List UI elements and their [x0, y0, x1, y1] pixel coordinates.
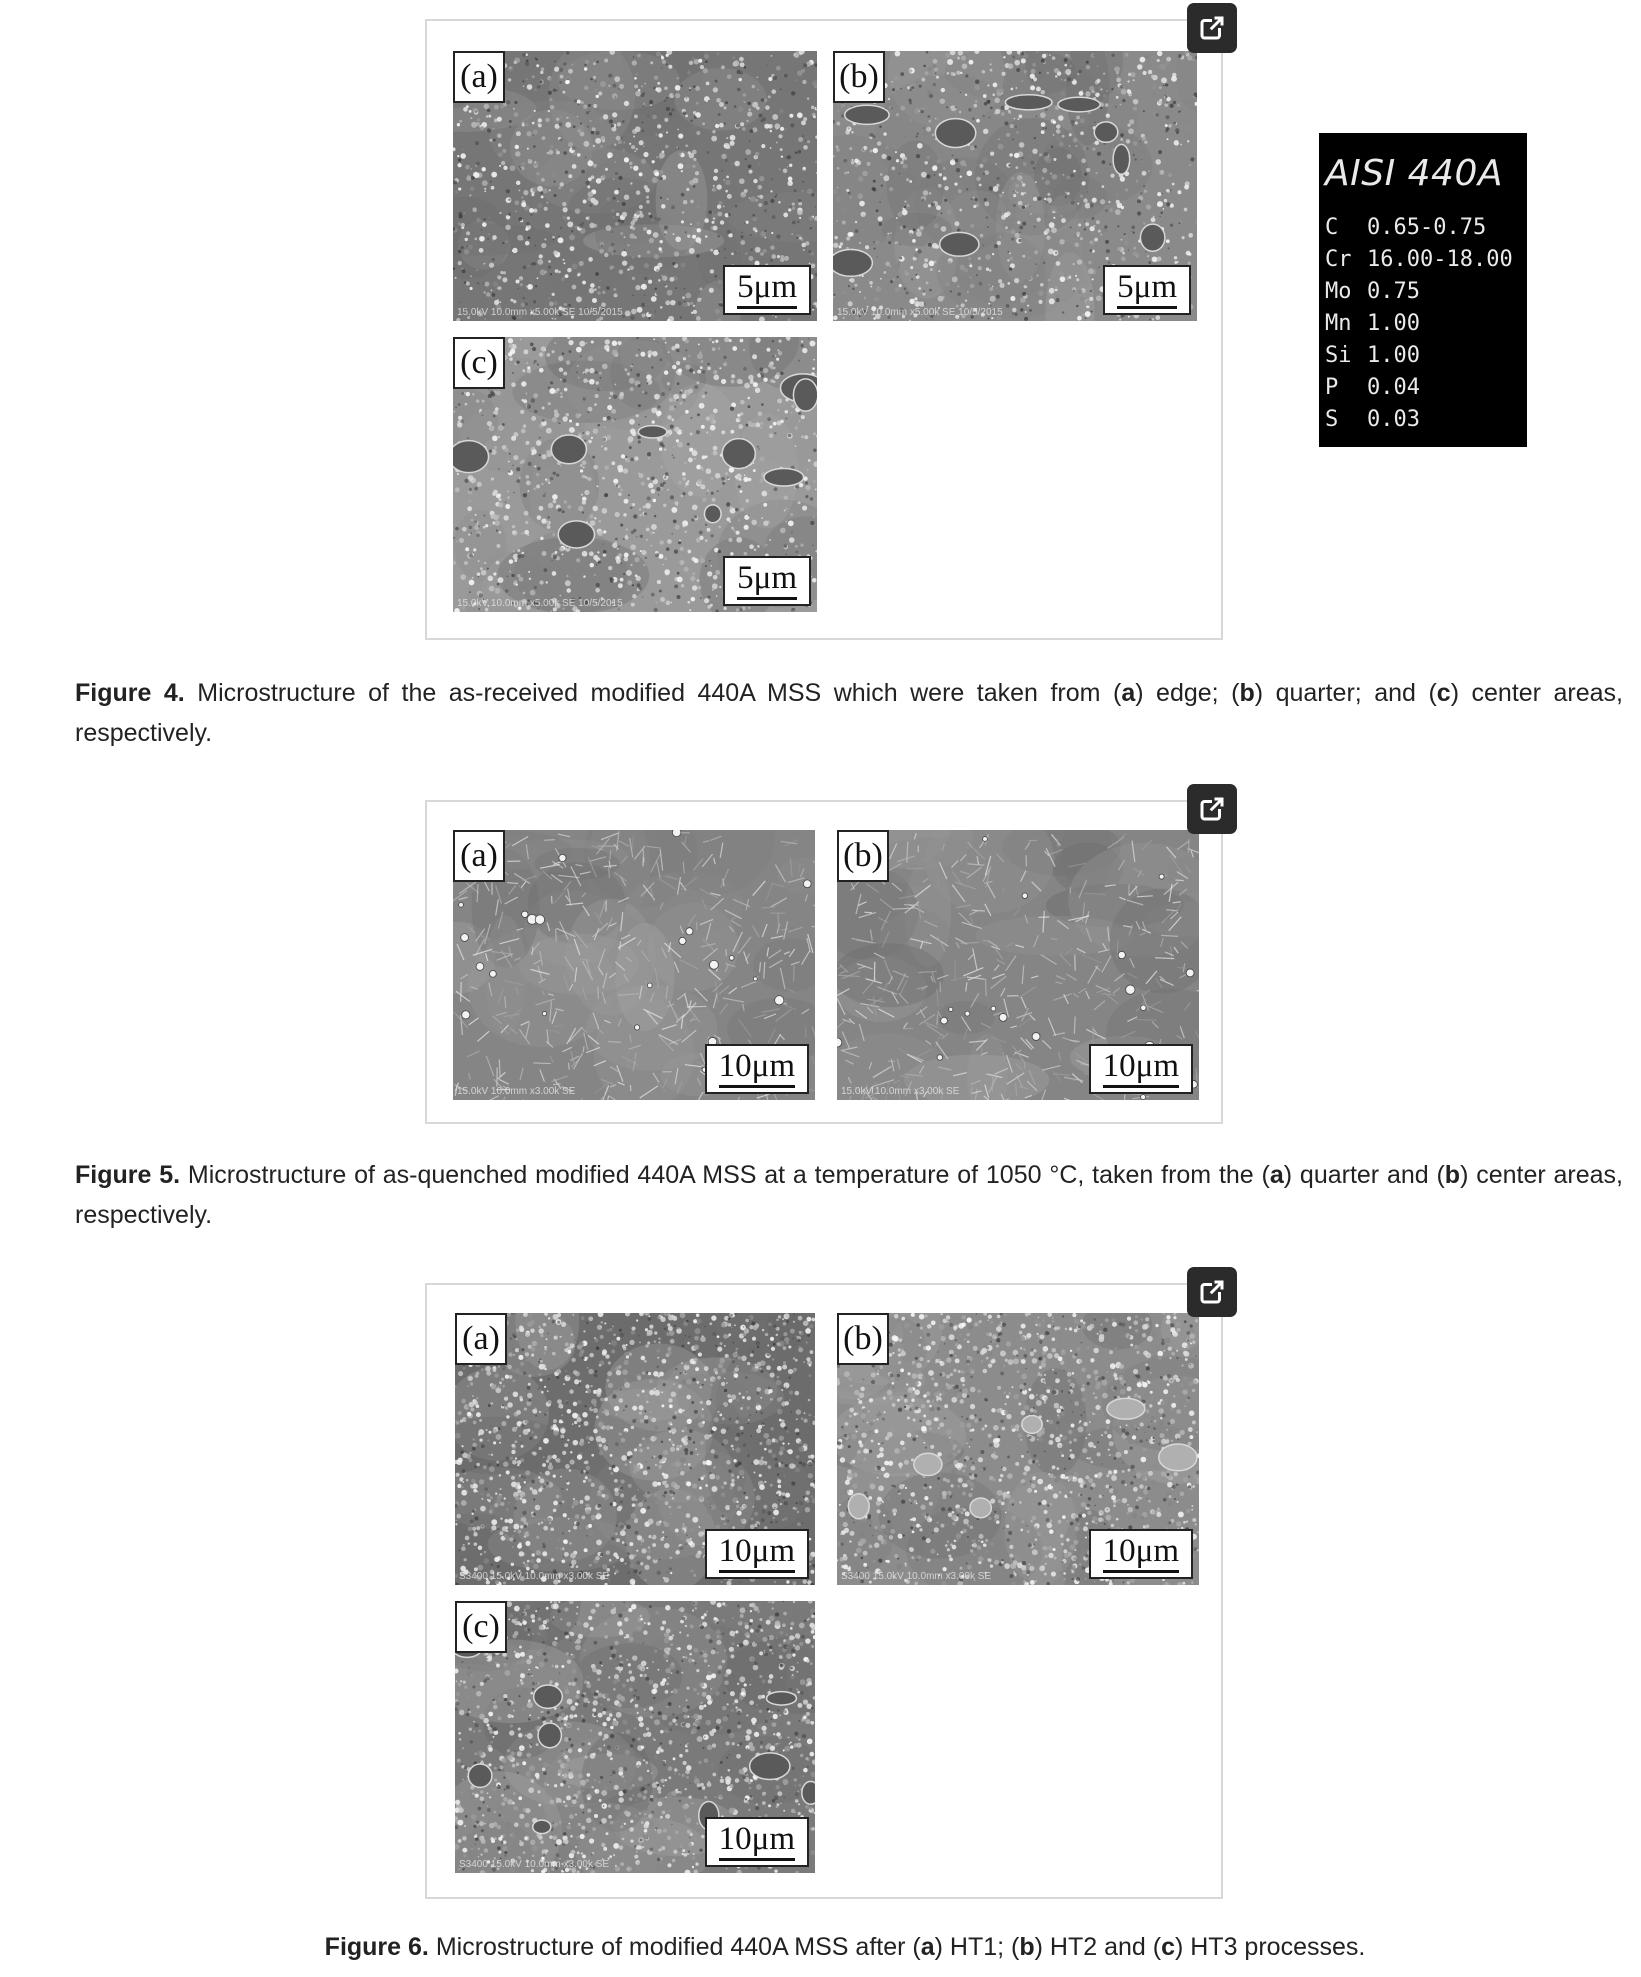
- element-symbol: Mo: [1325, 279, 1352, 304]
- figure-6-panel-b[interactable]: [837, 1313, 1199, 1585]
- figure-6-panel-c[interactable]: [455, 1601, 815, 1873]
- scale-text: 10μm: [1102, 1532, 1179, 1569]
- scale-bar: [723, 556, 811, 606]
- caption-text: ) edge; (: [1135, 679, 1240, 707]
- figure-5-frame: [425, 800, 1223, 1124]
- caption-ref: c: [1436, 679, 1451, 707]
- panel-label: (b): [837, 830, 889, 882]
- caption-ref: c: [1161, 1933, 1175, 1961]
- panel-label: (c): [453, 337, 505, 389]
- alloy-row: [1325, 340, 1521, 372]
- element-value: 0.03: [1367, 407, 1420, 432]
- sem-footer: S3400 15.0kV 10.0mm x3.00k SE: [459, 1859, 610, 1870]
- figure-5-panel-b[interactable]: [837, 830, 1199, 1100]
- sem-footer: 15.0kV 10.0mm x5.00k SE 10/5/2015: [457, 598, 623, 609]
- element-value: 1.00: [1367, 343, 1420, 368]
- scale-text: 5μm: [737, 559, 797, 596]
- caption-ref: b: [1239, 679, 1255, 707]
- caption-ref: b: [1019, 1933, 1035, 1961]
- scale-text: 5μm: [1117, 268, 1177, 305]
- sem-footer: 15.0kV 10.0mm x5.00k SE 10/5/2015: [457, 307, 623, 318]
- open-in-new-icon: [1197, 13, 1227, 43]
- element-value: 1.00: [1367, 311, 1420, 336]
- figure-4-panel-a[interactable]: [453, 51, 817, 321]
- element-symbol: Cr: [1325, 247, 1352, 272]
- figure-4-panel-b[interactable]: [833, 51, 1197, 321]
- caption-text: ) HT1; (: [934, 1933, 1020, 1961]
- figure-5-panel-a[interactable]: [453, 830, 815, 1100]
- caption-text: ) center areas, respectively.: [75, 679, 1623, 747]
- figure-4-caption: [75, 673, 1623, 753]
- caption-text: ) quarter; and (: [1254, 679, 1437, 707]
- scale-bar: [1089, 1044, 1193, 1094]
- figure-number: Figure 5.: [75, 1161, 181, 1189]
- element-symbol: S: [1325, 407, 1339, 432]
- caption-ref: a: [1121, 679, 1136, 707]
- open-in-new-icon: [1197, 794, 1227, 824]
- figure-6-frame: [425, 1283, 1223, 1899]
- scale-bar: [705, 1817, 809, 1867]
- sem-footer: 15.0kV 10.0mm x3.00k SE: [457, 1086, 576, 1097]
- element-value: 0.65-0.75: [1367, 215, 1487, 240]
- caption-text: ) HT2 and (: [1034, 1933, 1162, 1961]
- figure-6-panel-a[interactable]: [455, 1313, 815, 1585]
- caption-ref: a: [1269, 1161, 1284, 1189]
- panel-label: (c): [455, 1601, 507, 1653]
- alloy-row: [1325, 308, 1521, 340]
- expand-figure-4-button[interactable]: [1187, 3, 1237, 53]
- figure-4-frame: [425, 19, 1223, 640]
- caption-text: ) center areas, respectively.: [75, 1161, 1624, 1229]
- alloy-row: [1325, 372, 1521, 404]
- element-value: 0.04: [1367, 375, 1420, 400]
- sem-footer: S3400 15.0kV 10.0mm x3.00k SE: [841, 1571, 992, 1582]
- alloy-row: [1325, 404, 1521, 436]
- caption-text: Microstructure of the as-received modified 440A MSS which were taken from (: [197, 679, 1122, 707]
- figure-number: Figure 4.: [75, 679, 185, 707]
- panel-label: (a): [455, 1313, 507, 1365]
- scale-bar: [705, 1044, 809, 1094]
- figure-6-caption: [0, 1927, 1641, 1967]
- alloy-row: [1325, 276, 1521, 308]
- sem-footer: 15.0kV 10.0mm x3.00k SE: [841, 1086, 960, 1097]
- scale-text: 10μm: [718, 1047, 795, 1084]
- element-symbol: P: [1325, 375, 1339, 400]
- element-value: 16.00-18.00: [1367, 247, 1513, 272]
- scale-text: 10μm: [1102, 1047, 1179, 1084]
- scale-bar: [723, 265, 811, 315]
- figure-5-caption: [75, 1155, 1623, 1235]
- panel-label: (a): [453, 830, 505, 882]
- scale-bar: [1089, 1529, 1193, 1579]
- element-symbol: Si: [1325, 343, 1352, 368]
- sem-footer: 15.0kV 10.0mm x5.00k SE 10/5/2015: [837, 307, 1003, 318]
- scale-bar: [705, 1529, 809, 1579]
- figure-4-panel-c[interactable]: [453, 337, 817, 612]
- element-symbol: Mn: [1325, 311, 1352, 336]
- caption-text: ) HT3 processes.: [1174, 1933, 1366, 1961]
- scale-text: 10μm: [718, 1532, 795, 1569]
- alloy-composition-box: [1319, 133, 1527, 447]
- alloy-row: [1325, 244, 1521, 276]
- caption-text: ) quarter and (: [1283, 1161, 1445, 1189]
- caption-ref: a: [920, 1933, 935, 1961]
- expand-figure-6-button[interactable]: [1187, 1267, 1237, 1317]
- open-in-new-icon: [1197, 1277, 1227, 1307]
- sem-footer: S3400 15.0kV 10.0mm x3.00k SE: [459, 1571, 610, 1582]
- scale-bar: [1103, 265, 1191, 315]
- caption-ref: b: [1444, 1161, 1461, 1189]
- alloy-title: AISI 440A: [1325, 153, 1503, 194]
- expand-figure-5-button[interactable]: [1187, 784, 1237, 834]
- scale-text: 5μm: [737, 268, 797, 305]
- element-symbol: C: [1325, 215, 1339, 240]
- caption-text: Microstructure of modified 440A MSS after (: [435, 1933, 921, 1961]
- panel-label: (a): [453, 51, 505, 103]
- alloy-row: [1325, 212, 1521, 244]
- scale-text: 10μm: [718, 1820, 795, 1857]
- figure-number: Figure 6.: [324, 1933, 429, 1961]
- alloy-rows: [1325, 212, 1521, 436]
- caption-text: Microstructure of as-quenched modified 440A MSS at a temperature of 1050 °C, taken from the (: [187, 1161, 1270, 1189]
- panel-label: (b): [837, 1313, 889, 1365]
- element-value: 0.75: [1367, 279, 1420, 304]
- panel-label: (b): [833, 51, 885, 103]
